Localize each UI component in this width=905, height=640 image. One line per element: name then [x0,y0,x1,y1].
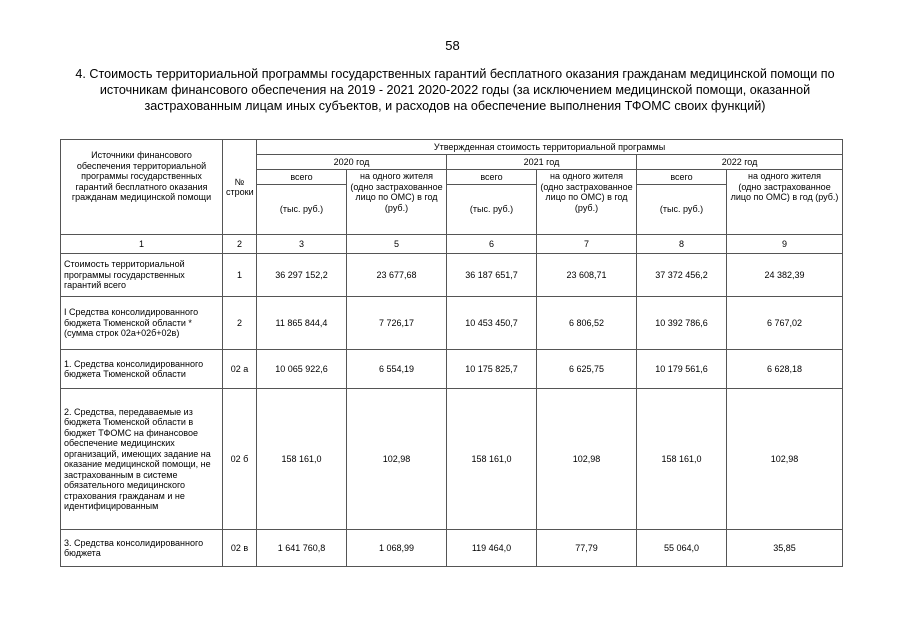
cell-value: 1 641 760,8 [257,530,347,567]
cell-value: 102,98 [347,389,447,530]
row-number: 02 б [223,389,257,530]
cost-table [60,139,843,567]
header-per-resident-detail: (одно застрахованное лицо по ОМС) в год (руб.) [350,181,443,213]
cell-value: 36 297 152,2 [257,254,347,297]
table-row [61,530,843,567]
document-title: 4. Стоимость территориальной программы государственных гарантий бесплатного оказания гражданам медицинской помощи по источникам финансового обеспечения на 2019 - 2021 2020-2022 годы (за исключением медицинской помощи, оказанной застрахованным лицам иных субъектов, и расходов на обеспечение выполнения ТФОМС своих функций) [75,67,835,113]
cell-value: 6 806,52 [537,297,637,350]
column-number: 8 [637,235,727,254]
cell-value: 36 187 651,7 [447,254,537,297]
cell-value: 158 161,0 [447,389,537,530]
cell-value: 158 161,0 [637,389,727,530]
cell-value: 7 726,17 [347,297,447,350]
cell-value: 55 064,0 [637,530,727,567]
header-year-2021: 2021 год [447,155,637,170]
table-row [61,350,843,389]
cell-value: 119 464,0 [447,530,537,567]
row-source: I Средства консолидированного бюджета Тюменской области * (сумма строк 02а+02б+02в) [61,297,223,350]
column-number: 6 [447,235,537,254]
column-number: 3 [257,235,347,254]
cell-value: 23 677,68 [347,254,447,297]
row-source: 3. Средства консолидированного бюджета [61,530,223,567]
header-per-resident-detail: (одно застрахованное лицо по ОМС) в год (руб.) [540,181,633,213]
cell-value: 6 628,18 [727,350,843,389]
header-row-number: № строки [223,140,257,235]
table-row [61,297,843,350]
column-number: 1 [61,235,223,254]
cell-value: 23 608,71 [537,254,637,297]
header-total-label: всего [257,170,347,185]
row-number: 1 [223,254,257,297]
row-number: 2 [223,297,257,350]
header-per-resident-label: на одного жителя [549,171,623,181]
cell-value: 10 392 786,6 [637,297,727,350]
header-per-resident-detail: (одно застрахованное лицо по ОМС) в год (руб.) [730,181,839,202]
header-source: Источники финансового обеспечения территориальной программы государственных гарантий бесплатного оказания гражданам медицинской помощи [61,140,223,235]
header-per-resident-label: на одного жителя [748,171,822,181]
column-number: 2 [223,235,257,254]
row-number: 02 а [223,350,257,389]
cell-value: 158 161,0 [257,389,347,530]
cell-value: 10 065 922,6 [257,350,347,389]
row-source: Стоимость территориальной программы государственных гарантий всего [61,254,223,297]
column-number: 9 [727,235,843,254]
header-total-label: всего [637,170,727,185]
page-number: 58 [445,38,460,53]
cell-value: 6 554,19 [347,350,447,389]
table-row [61,389,843,530]
cell-value: 6 767,02 [727,297,843,350]
cell-value: 24 382,39 [727,254,843,297]
cell-value: 10 175 825,7 [447,350,537,389]
cell-value: 11 865 844,4 [257,297,347,350]
header-year-2022: 2022 год [637,155,843,170]
cell-value: 1 068,99 [347,530,447,567]
header-total-unit: (тыс. руб.) [447,185,537,235]
header-per-resident [537,170,637,235]
cell-value: 6 625,75 [537,350,637,389]
row-number: 02 в [223,530,257,567]
header-year-2020: 2020 год [257,155,447,170]
header-total-label: всего [447,170,537,185]
row-source: 2. Средства, передаваемые из бюджета Тюменской области в бюджет ТФОМС на финансовое обеспечение медицинских организаций, имеющих задание на оказание медицинской помощи, не застрахованным в системе обязательного медицинского страхования гражданам и не идентифицированным [61,389,223,530]
cell-value: 102,98 [727,389,843,530]
cell-value: 10 453 450,7 [447,297,537,350]
cell-value: 37 372 456,2 [637,254,727,297]
header-per-resident [347,170,447,235]
column-number: 7 [537,235,637,254]
cell-value: 35,85 [727,530,843,567]
cell-value: 77,79 [537,530,637,567]
header-per-resident [727,170,843,235]
header-total-unit: (тыс. руб.) [257,185,347,235]
header-approved-cost: Утвержденная стоимость территориальной программы [257,140,843,155]
table-row [61,254,843,297]
row-source: 1. Средства консолидированного бюджета Тюменской области [61,350,223,389]
column-number: 5 [347,235,447,254]
cell-value: 102,98 [537,389,637,530]
header-per-resident-label: на одного жителя [359,171,433,181]
header-total-unit: (тыс. руб.) [637,185,727,235]
cell-value: 10 179 561,6 [637,350,727,389]
